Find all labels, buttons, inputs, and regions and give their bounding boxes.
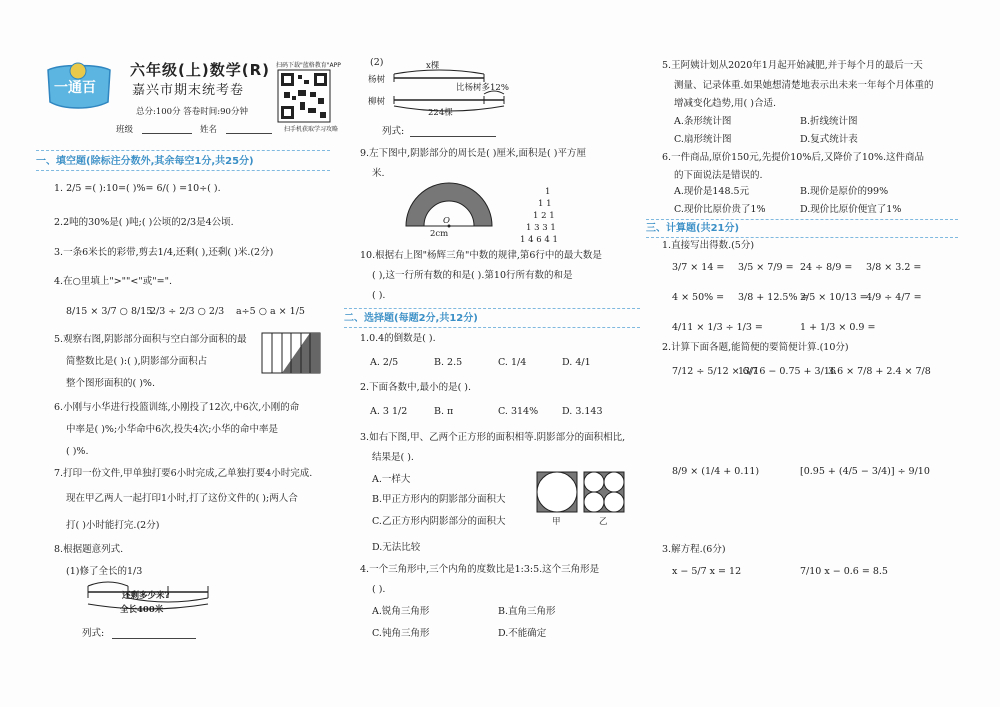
question-7-line-3: 打( )小时能打完.(2分) xyxy=(66,520,160,531)
choice-3-opt-d: D.无法比较 xyxy=(372,542,421,553)
choice-4-line-1: 4.一个三角形中,三个内角的度数比是1:3:5.这个三角形是 xyxy=(360,564,600,575)
choice-6-line-1: 6.一件商品,原价150元,先提价10%后,又降价了10%.这件商品 xyxy=(662,152,925,163)
poplar-label: 杨树 xyxy=(368,75,386,85)
question-9-line-1: 9.左下图中,阴影部分的周长是( )厘米,面积是( )平方厘 xyxy=(360,148,586,159)
question-10-line-2: ( ),这一行所有数的和是( ).第10行所有数的和是 xyxy=(372,270,573,281)
choice-4-opt-c: C.钝角三角形 xyxy=(372,628,430,639)
question-4-item-2: 2/3 ÷ 2/3 ○ 2/3 xyxy=(150,306,225,317)
question-10-line-1: 10.根据右上图"杨辉三角"中数的规律,第6行中的最大数是 xyxy=(360,250,602,261)
question-8-formula-label: 列式: xyxy=(82,628,105,639)
question-8-2-label: (2) xyxy=(370,57,384,68)
choice-1-opt-b: B. 2.5 xyxy=(434,357,463,368)
question-3: 3.一条6米长的彩带,剪去1/4,还剩( ),还剩( )米.(2分) xyxy=(54,247,274,258)
calc-1-item-8: 4/9 ÷ 4/7 = xyxy=(866,292,922,303)
square-yi-figure xyxy=(584,472,624,512)
question-4: 4.在○里填上">""<"或"=". xyxy=(54,276,172,287)
choice-6-opt-b: B.现价是原价的99% xyxy=(800,186,889,197)
question-5-line-3: 整个图形面积的( )%. xyxy=(66,378,155,389)
calc-2-item-4: 8/9 × (1/4 + 0.11) xyxy=(672,466,760,477)
choice-5-line-2: 测量、记录体重.如果她想清楚地表示出未来一年每个月体重的 xyxy=(674,80,934,91)
question-10-line-3: ( ). xyxy=(372,290,386,301)
calc-2-item-3: 3.6 × 7/8 + 2.4 × 7/8 xyxy=(828,366,931,377)
yi-label: 乙 xyxy=(599,517,608,527)
question-8-1-label: (1)修了全长的1/3 xyxy=(66,566,143,577)
choice-3-opt-c: C.乙正方形内阴影部分的面积大 xyxy=(372,516,506,527)
exam-title: 六年级(上)数学(R) xyxy=(130,61,270,79)
choice-5-opt-d: D.复式统计表 xyxy=(800,134,858,145)
qr-code-icon xyxy=(278,70,330,122)
choice-3-opt-b: B.甲正方形内的阴影部分面积大 xyxy=(372,494,506,505)
choice-4-opt-b: B.直角三角形 xyxy=(498,606,556,617)
choice-4-opt-d: D.不能确定 xyxy=(498,628,547,639)
section-calc-title: 三、计算题(共21分) xyxy=(646,223,740,234)
willow-count-label: 224棵 xyxy=(428,108,453,118)
choice-6-opt-d: D.现价比原价便宜了1% xyxy=(800,204,902,215)
exam-meta: 总分:100分 答卷时间:90分钟 xyxy=(136,107,248,117)
choice-5-opt-c: C.扇形统计图 xyxy=(674,134,732,145)
question-7-line-1: 7.打印一份文件,甲单独打要6小时完成,乙单独打要4小时完成. xyxy=(54,468,313,479)
choice-1: 1.0.4的倒数是( ). xyxy=(360,333,436,344)
choice-1-opt-d: D. 4/1 xyxy=(562,357,591,368)
pascal-row-2: 1 1 xyxy=(538,199,552,209)
choice-1-opt-c: C. 1/4 xyxy=(498,357,527,368)
choice-2-opt-c: C. 314% xyxy=(498,406,539,417)
dimension-2cm-label: 2cm xyxy=(430,229,449,239)
calc-1-item-7: 2/5 × 10/13 = xyxy=(800,292,868,303)
choice-2-opt-a: A. 3 1/2 xyxy=(370,406,408,417)
calc-1-item-4: 3/8 × 3.2 = xyxy=(866,262,922,273)
choice-2-opt-b: B. π xyxy=(434,406,454,417)
name-label: 姓名 xyxy=(200,125,218,135)
choice-5-line-1: 5.王阿姨计划从2020年1月起开始减肥,并于每个月的最后一天 xyxy=(662,60,923,71)
calc-1-item-5: 4 × 50% = xyxy=(672,292,725,303)
willow-label: 柳树 xyxy=(368,97,386,107)
choice-5-opt-b: B.折线统计图 xyxy=(800,116,858,127)
calc-1-item-2: 3/5 × 7/9 = xyxy=(738,262,794,273)
calc-2-title: 2.计算下面各题,能简便的要简便计算.(10分) xyxy=(662,342,849,353)
question-7-line-2: 现在甲乙两人一起打印1小时,打了这份文件的( );两人合 xyxy=(66,493,298,504)
choice-5-line-3: 增减变化趋势,用( )合适. xyxy=(674,98,776,109)
question-6-line-1: 6.小刚与小华进行投篮训练,小刚投了12次,中6次,小刚的命 xyxy=(54,402,300,413)
center-o-label: O xyxy=(443,216,450,226)
calc-2-item-2: 13/16 − 0.75 + 3/16 xyxy=(738,366,836,377)
question-2: 2.2吨的30%是( )吨;( )公顷的2/3是4公顷. xyxy=(54,217,234,228)
choice-6-opt-c: C.现价比原价贵了1% xyxy=(674,204,766,215)
choice-6-opt-a: A.现价是148.5元 xyxy=(674,186,750,197)
choice-3-opt-a: A.一样大 xyxy=(372,474,411,485)
choice-4-line-2: ( ). xyxy=(372,584,386,595)
question-5-line-2: 简整数比是( ):( ),阴影部分面积占 xyxy=(66,356,208,367)
choice-6-line-2: 的下面说法是错误的. xyxy=(674,170,763,181)
x-trees-label: x棵 xyxy=(426,61,440,71)
choice-3-line-2: 结果是( ). xyxy=(372,452,414,463)
question-8-ask: 还剩多少米? xyxy=(122,591,170,601)
calc-1-item-10: 1 + 1/3 × 0.9 = xyxy=(800,322,876,333)
qr-caption-top: 扫码下载"蓝格教育"APP xyxy=(276,62,341,69)
logo-text: 一通百 xyxy=(54,80,96,96)
calc-1-item-9: 4/11 × 1/3 ÷ 1/3 = xyxy=(672,322,763,333)
section-fill-in-title: 一、填空题(除标注分数外,其余每空1分,共25分) xyxy=(36,156,254,167)
question-6-line-2: 中率是( )%;小华命中6次,投失4次;小华的命中率是 xyxy=(66,424,278,435)
calc-2-item-1: 7/12 ÷ 5/12 × 6/7 xyxy=(672,366,758,377)
class-label: 班级 xyxy=(116,125,134,135)
pascal-row-5: 1 4 6 4 1 xyxy=(520,235,558,245)
pascal-row-3: 1 2 1 xyxy=(533,211,555,221)
calc-1-item-3: 24 ÷ 8/9 = xyxy=(800,262,853,273)
calc-3-title: 3.解方程.(6分) xyxy=(662,544,726,555)
logo xyxy=(42,62,114,112)
section-choice-title: 二、选择题(每题2分,共12分) xyxy=(344,313,478,324)
shaded-rectangle-figure xyxy=(262,333,320,373)
question-8-total: 全长400米 xyxy=(120,605,164,615)
choice-5-opt-a: A.条形统计图 xyxy=(674,116,732,127)
question-8-2-formula-label: 列式: xyxy=(382,126,405,137)
question-1: 1. 2/5 =( ):10=( )%= 6/( ) =10÷( ). xyxy=(54,183,221,194)
question-4-item-1: 8/15 × 3/7 ○ 8/15 xyxy=(66,306,153,317)
qr-caption-bottom: 扫手机获取学习攻略 xyxy=(284,126,339,133)
question-8: 8.根据题意列式. xyxy=(54,544,124,555)
square-jia-figure xyxy=(537,472,577,512)
calc-2-item-5: [0.95 + (4/5 − 3/4)] ÷ 9/10 xyxy=(800,466,930,477)
calc-3-item-2: 7/10 x − 0.6 = 8.5 xyxy=(800,566,888,577)
compare-label: 比杨树多12% xyxy=(456,83,509,93)
calc-1-title: 1.直接写出得数.(5分) xyxy=(662,240,755,251)
question-6-line-3: ( )%. xyxy=(66,446,89,457)
jia-label: 甲 xyxy=(552,517,561,527)
choice-2-opt-d: D. 3.143 xyxy=(562,406,603,417)
exam-subtitle: 嘉兴市期末统考卷 xyxy=(132,83,245,98)
question-5-line-1: 5.观察右图,阴影部分面积与空白部分面积的最 xyxy=(54,334,247,345)
pascal-row-4: 1 3 3 1 xyxy=(526,223,556,233)
calc-1-item-1: 3/7 × 14 = xyxy=(672,262,725,273)
calc-1-item-6: 3/8 + 12.5% = xyxy=(738,292,809,303)
question-4-item-3: a÷5 ○ a × 1/5 xyxy=(236,306,305,317)
choice-4-opt-a: A.锐角三角形 xyxy=(372,606,430,617)
choice-2: 2.下面各数中,最小的是( ). xyxy=(360,382,472,393)
choice-1-opt-a: A. 2/5 xyxy=(370,357,399,368)
question-9-line-2: 米. xyxy=(372,168,385,179)
calc-3-item-1: x − 5/7 x = 12 xyxy=(672,566,742,577)
choice-3-line-1: 3.如右下图,甲、乙两个正方形的面积相等.阴影部分的面积相比, xyxy=(360,432,626,443)
pascal-row-1: 1 xyxy=(545,187,551,197)
